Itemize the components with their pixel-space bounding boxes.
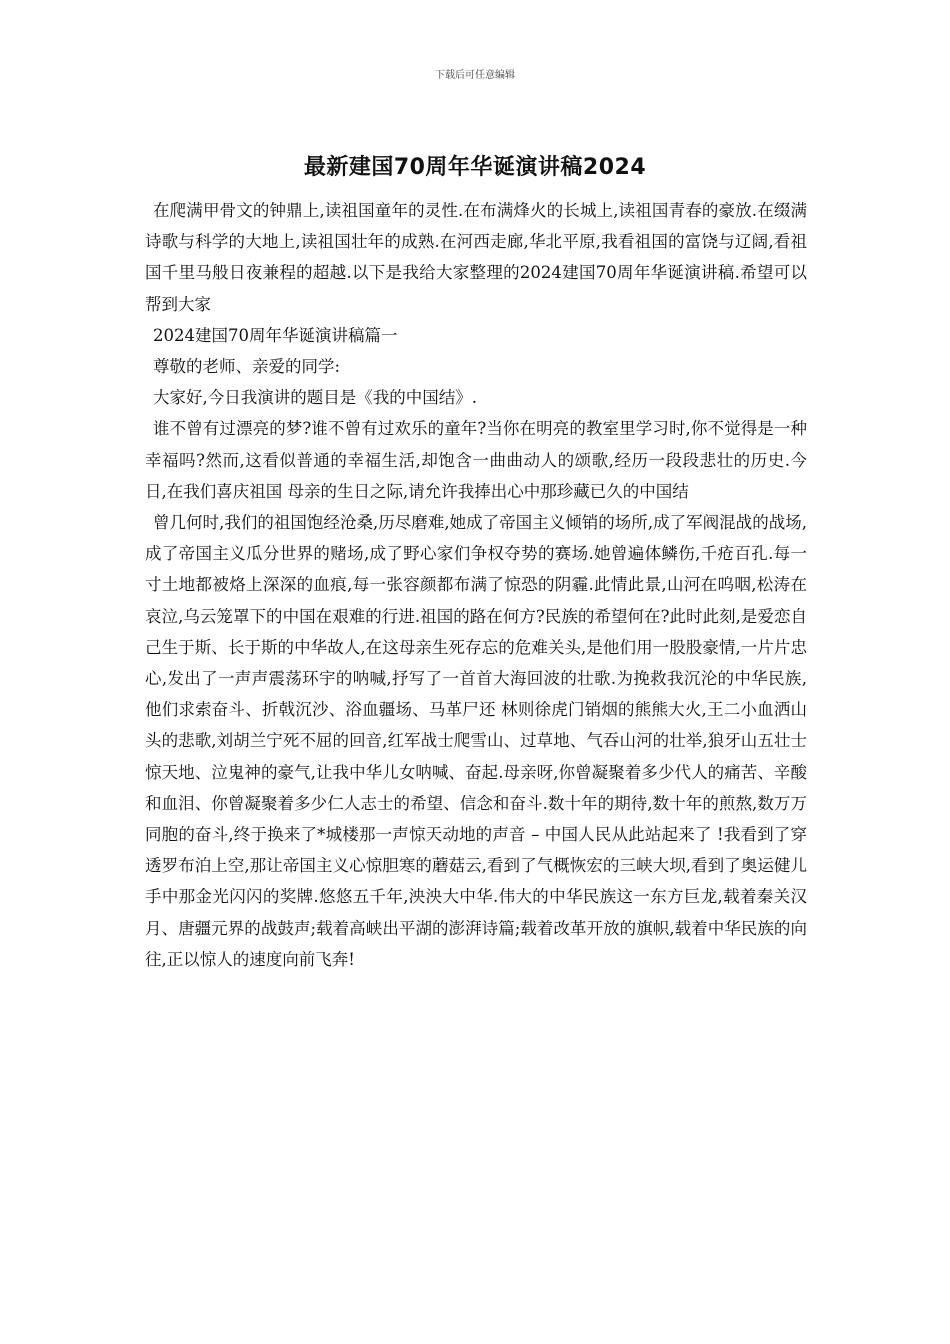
body-paragraph: 谁不曾有过漂亮的梦?谁不曾有过欢乐的童年?当你在明亮的教室里学习时,你不觉得是一种幸福吗?然而,这看似普通的幸福生活,却饱含一曲曲动人的颂歌,经历一段段悲壮的历史.今日,在我们喜庆祖国 母亲的生日之际,请允许我捧出心中那珍藏已久的中国结 [145, 419, 807, 501]
header-note: 下载后可任意编辑 [435, 70, 515, 81]
salutation: 尊敬的老师、亲爱的同学: [153, 357, 341, 377]
document-title: 最新建国70周年华诞演讲稿2024 [303, 155, 647, 180]
body-paragraph: 曾几何时,我们的祖国饱经沧桑,历尽磨难,她成了帝国主义倾销的场所,成了军阀混战的战场,成了帝国主义瓜分世界的赌场,成了野心家们争权夺势的赛场.她曾遍体鳞伤,千疮百孔.每一寸土地都被烙上深深的血痕,每一张容颜都布满了惊恐的阴霾.此情此景,山河在呜咽,松涛在哀泣,乌云笼罩下的中国在艰难的行进.祖国的路在何方?民族的希望何在?此时此刻,是爱恋自己生于斯、长于斯的中华故人,在这母亲生死存忘的危难关头,是他们用一股股豪情,一片片忠心,发出了一声声震荡环宇的呐喊,抒写了一首首大海回波的壮歌.为挽救我沉沦的中华民族,他们求索奋斗、折戟沉沙、浴血疆场、马革尸还 林则徐虎门销烟的熊熊大火,王二小血洒山头的悲歌,刘胡兰宁死不屈的回音,红军战士爬雪山、过草地、气吞山河的壮举,狼牙山五壮士惊天地、泣鬼神的豪气,让我中华儿女呐喊、奋起.母亲呀,你曾凝聚着多少代人的痛苦、辛酸和血泪、你曾凝聚着多少仁人志士的希望、信念和奋斗.数十年的期待,数十年的煎熬,数万万同胞的奋斗,终于换来了*城楼那一声惊天动地的声音 – 中国人民从此站起来了 !我看到了穿透罗布泊上空,那让帝国主义心惊胆寒的蘑菇云,看到了气概恢宏的三峡大坝,看到了奥运健儿手中那金光闪闪的奖牌.悠悠五千年,泱泱大中华.伟大的中华民族这一东方巨龙,载着秦关汉月、唐疆元界的战鼓声;载着高峡出平湖的澎湃诗篇;载着改革开放的旗帜,载着中华民族的向往,正以惊人的速度向前飞奔! [145, 513, 807, 969]
document-body [145, 195, 807, 975]
intro-paragraph: 在爬满甲骨文的钟鼎上,读祖国童年的灵性.在布满烽火的长城上,读祖国青春的豪放.在缀满诗歌与科学的大地上,读祖国壮年的成熟.在河西走廊,华北平原,我看祖国的富饶与辽阔,看祖国千里马般日夜兼程的超越.以下是我给大家整理的2024建国70周年华诞演讲稿.希望可以帮到大家 [145, 201, 807, 314]
greeting-paragraph: 大家好,今日我演讲的题目是《我的中国结》. [153, 388, 477, 408]
section-heading: 2024建国70周年华诞演讲稿篇一 [153, 325, 398, 345]
